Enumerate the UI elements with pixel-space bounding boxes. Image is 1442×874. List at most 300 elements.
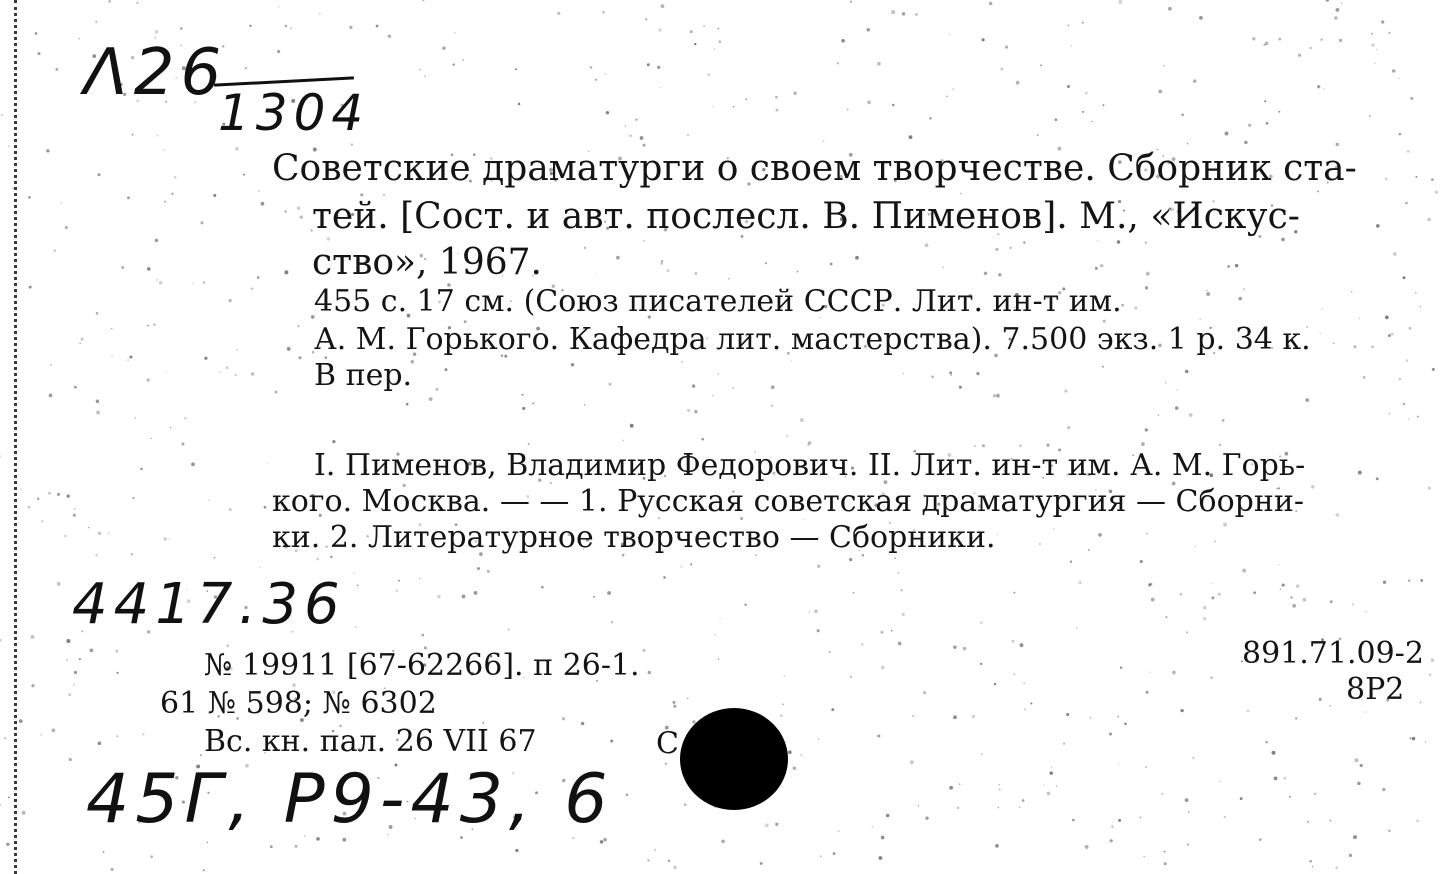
speckle-dot <box>595 274 596 275</box>
speckle-dot <box>1416 819 1419 822</box>
speckle-dot <box>1351 291 1352 292</box>
speckle-dot <box>249 25 251 27</box>
speckle-dot <box>923 691 926 694</box>
speckle-dot <box>116 735 118 737</box>
speckle-dot <box>981 753 983 755</box>
speckle-dot <box>1145 242 1147 244</box>
speckle-dot <box>557 12 560 15</box>
speckle-dot <box>793 92 796 95</box>
speckle-dot <box>424 75 425 76</box>
tracings-line-1: I. Пименов, Владимир Федорович. II. Лит. ин-т им. А. М. Горь- <box>314 448 1306 483</box>
speckle-dot <box>1399 133 1402 136</box>
speckle-dot <box>155 239 159 243</box>
speckle-dot <box>1023 241 1025 243</box>
speckle-dot <box>1206 290 1208 292</box>
speckle-dot <box>396 589 399 592</box>
speckle-dot <box>1211 583 1212 584</box>
speckle-dot <box>1409 327 1412 330</box>
speckle-dot <box>398 580 400 582</box>
speckle-dot <box>1141 442 1145 446</box>
classification-code: 8Р2 <box>1346 672 1405 707</box>
speckle-dot <box>771 405 774 408</box>
speckle-dot <box>214 557 216 559</box>
speckle-dot <box>1311 485 1315 489</box>
speckle-dot <box>782 703 784 705</box>
speckle-dot <box>625 125 626 126</box>
speckle-dot <box>993 394 996 397</box>
speckle-dot <box>35 32 38 35</box>
speckle-dot <box>866 28 870 32</box>
speckle-dot <box>150 855 153 858</box>
speckle-dot <box>234 374 236 376</box>
speckle-dot <box>1161 793 1163 795</box>
speckle-dot <box>204 357 207 360</box>
speckle-dot <box>673 701 676 704</box>
speckle-dot <box>635 118 638 121</box>
speckle-dot <box>1206 292 1210 296</box>
speckle-dot <box>73 514 76 517</box>
speckle-dot <box>507 628 510 631</box>
speckle-dot <box>1066 713 1069 716</box>
speckle-dot <box>1175 406 1178 409</box>
speckle-dot <box>721 839 725 843</box>
speckle-dot <box>1 114 3 116</box>
speckle-dot <box>718 658 720 660</box>
speckle-dot <box>1223 523 1227 527</box>
speckle-dot <box>1247 710 1249 712</box>
speckle-dot <box>1336 143 1339 146</box>
speckle-dot <box>274 391 277 394</box>
speckle-dot <box>131 553 133 555</box>
speckle-dot <box>522 407 525 410</box>
speckle-dot <box>1363 376 1366 379</box>
speckle-dot <box>1090 717 1091 718</box>
speckle-dot <box>1067 85 1070 88</box>
speckle-dot <box>20 489 21 490</box>
classification-number: 891.71.09-2 <box>1242 636 1424 671</box>
speckle-dot <box>298 356 301 359</box>
speckle-dot <box>1143 856 1144 857</box>
speckle-dot <box>982 38 985 41</box>
speckle-dot <box>351 143 353 145</box>
speckle-dot <box>607 591 611 595</box>
speckle-dot <box>1072 819 1075 822</box>
speckle-dot <box>1252 37 1255 40</box>
speckle-dot <box>68 693 71 696</box>
speckle-dot <box>744 604 747 607</box>
speckle-dot <box>79 658 81 660</box>
speckle-dot <box>746 98 748 100</box>
speckle-dot <box>182 443 185 446</box>
speckle-dot <box>1365 711 1366 712</box>
speckle-dot <box>1163 65 1165 67</box>
speckle-dot <box>830 263 833 266</box>
speckle-dot <box>259 567 260 568</box>
speckle-dot <box>800 754 802 756</box>
speckle-dot <box>668 860 670 862</box>
speckle-dot <box>1284 777 1286 779</box>
speckle-dot <box>1320 39 1322 41</box>
speckle-dot <box>74 386 77 389</box>
speckle-dot <box>8 145 9 146</box>
speckle-dot <box>818 738 820 740</box>
speckle-dot <box>643 649 646 652</box>
speckle-dot <box>1085 845 1089 849</box>
speckle-dot <box>90 649 94 653</box>
speckle-dot <box>892 104 895 107</box>
speckle-dot <box>1222 419 1225 422</box>
speckle-dot <box>690 563 692 565</box>
speckle-dot <box>1181 114 1184 117</box>
speckle-dot <box>171 193 173 195</box>
speckle-dot <box>1064 390 1067 393</box>
speckle-dot <box>925 243 929 247</box>
speckle-dot <box>227 645 229 647</box>
speckle-dot <box>1272 751 1276 755</box>
speckle-dot <box>1068 25 1070 27</box>
speckle-dot <box>643 240 645 242</box>
speckle-dot <box>898 642 902 646</box>
speckle-dot <box>300 215 303 218</box>
speckle-dot <box>298 325 300 327</box>
speckle-dot <box>972 715 976 719</box>
speckle-dot <box>1070 561 1072 563</box>
speckle-dot <box>823 140 825 142</box>
speckle-dot <box>878 856 882 860</box>
speckle-dot <box>1435 191 1438 194</box>
speckle-dot <box>1219 781 1220 782</box>
speckle-dot <box>1111 825 1114 828</box>
speckle-dot <box>703 25 705 27</box>
speckle-dot <box>1030 702 1032 704</box>
handwritten-number: 1304 <box>218 84 370 142</box>
speckle-dot <box>886 814 890 818</box>
speckle-dot <box>64 535 66 537</box>
handwritten-class-number: 4417.36 <box>72 572 346 637</box>
speckle-dot <box>814 610 818 614</box>
speckle-dot <box>1376 224 1380 228</box>
speckle-dot <box>474 591 478 595</box>
speckle-dot <box>581 722 584 725</box>
speckle-dot <box>728 278 730 280</box>
speckle-dot <box>1266 122 1269 125</box>
speckle-dot <box>894 557 896 559</box>
speckle-dot <box>357 584 359 586</box>
speckle-dot <box>797 271 799 273</box>
speckle-dot <box>528 443 530 445</box>
speckle-dot <box>1322 308 1324 310</box>
speckle-dot <box>584 247 586 249</box>
speckle-dot <box>46 149 49 152</box>
speckle-dot <box>0 455 1 456</box>
speckle-dot <box>719 618 720 619</box>
speckle-dot <box>1168 7 1172 11</box>
speckle-dot <box>1238 297 1242 301</box>
speckle-dot <box>1428 487 1431 490</box>
speckle-dot <box>1117 716 1119 718</box>
speckle-dot <box>1392 69 1395 72</box>
speckle-dot <box>1098 533 1102 537</box>
speckle-dot <box>258 190 260 192</box>
speckle-dot <box>1371 33 1373 35</box>
speckle-dot <box>41 520 43 522</box>
speckle-dot <box>953 645 956 648</box>
speckle-dot <box>861 643 863 645</box>
speckle-dot <box>522 394 524 396</box>
tracings-line-3: ки. 2. Литературное творчество — Сборники. <box>272 520 996 555</box>
speckle-dot <box>532 402 534 404</box>
speckle-dot <box>881 836 885 840</box>
speckle-dot <box>918 805 919 806</box>
speckle-dot <box>1335 8 1339 12</box>
speckle-dot <box>1188 811 1190 813</box>
speckle-dot <box>1199 16 1203 20</box>
speckle-dot <box>661 4 665 8</box>
speckle-dot <box>57 493 60 496</box>
speckle-dot <box>297 206 300 209</box>
speckle-dot <box>140 468 142 470</box>
speckle-dot <box>1037 134 1039 136</box>
speckle-dot <box>949 371 952 374</box>
speckle-dot <box>989 2 993 6</box>
speckle-dot <box>694 272 697 275</box>
speckle-dot <box>1355 758 1359 762</box>
speckle-dot <box>775 96 778 99</box>
speckle-dot <box>1335 866 1338 869</box>
speckle-dot <box>207 842 208 843</box>
ink-stamp-blot <box>680 708 788 810</box>
speckle-dot <box>847 108 849 110</box>
speckle-dot <box>1431 659 1434 662</box>
handwritten-inventory-mark: 45Г, Р9-43, 6 <box>86 760 614 839</box>
speckle-dot <box>98 741 102 745</box>
speckle-dot <box>1009 247 1011 249</box>
speckle-dot <box>1329 705 1331 707</box>
speckle-dot <box>1242 569 1246 573</box>
speckle-dot <box>665 763 667 765</box>
speckle-dot <box>1097 240 1098 241</box>
speckle-dot <box>132 134 134 136</box>
speckle-dot <box>719 40 722 43</box>
speckle-dot <box>1146 691 1149 694</box>
speckle-dot <box>902 12 905 15</box>
speckle-dot <box>643 144 646 147</box>
speckle-dot <box>1382 788 1385 791</box>
speckle-dot <box>1376 49 1377 50</box>
speckle-dot <box>1047 792 1051 796</box>
speckle-dot <box>1264 100 1266 102</box>
speckle-dot <box>37 498 40 501</box>
speckle-dot <box>681 361 683 363</box>
speckle-dot <box>1432 368 1435 371</box>
speckle-dot <box>98 173 101 176</box>
speckle-dot <box>453 63 455 65</box>
speckle-dot <box>648 671 651 674</box>
speckle-dot <box>1408 418 1410 420</box>
speckle-dot <box>838 830 840 832</box>
description-line-3: В пер. <box>314 358 413 393</box>
speckle-dot <box>1076 627 1078 629</box>
speckle-dot <box>959 386 962 389</box>
speckle-dot <box>1278 38 1281 41</box>
catalog-numbers: 61 № 598; № 6302 <box>160 686 437 721</box>
speckle-dot <box>1145 766 1147 768</box>
speckle-dot <box>1317 191 1319 193</box>
speckle-dot <box>708 73 711 76</box>
speckle-dot <box>1146 533 1148 535</box>
speckle-dot <box>647 63 650 66</box>
speckle-dot <box>1022 799 1025 802</box>
title-line-1: Советские драматурги о своем творчестве. Сборник ста- <box>272 148 1357 189</box>
speckle-dot <box>295 845 298 848</box>
speckle-dot <box>1055 118 1058 121</box>
speckle-dot <box>349 26 352 29</box>
speckle-dot <box>1109 732 1112 735</box>
speckle-dot <box>127 359 128 360</box>
speckle-dot <box>1185 798 1189 802</box>
speckle-dot <box>687 698 689 700</box>
speckle-dot <box>1429 673 1432 676</box>
speckle-dot <box>949 786 953 790</box>
speckle-dot <box>784 675 786 677</box>
speckle-dot <box>673 866 676 869</box>
speckle-dot <box>1385 178 1388 181</box>
speckle-dot <box>791 360 792 361</box>
speckle-dot <box>1248 124 1251 127</box>
speckle-dot <box>57 582 61 586</box>
speckle-dot <box>1100 264 1103 267</box>
speckle-dot <box>1420 702 1422 704</box>
speckle-dot <box>184 417 187 420</box>
speckle-dot <box>1369 115 1371 117</box>
speckle-dot <box>980 621 982 623</box>
speckle-dot <box>103 851 105 853</box>
speckle-dot <box>841 39 845 43</box>
speckle-dot <box>79 343 80 344</box>
speckle-dot <box>1082 111 1084 113</box>
speckle-dot <box>1353 345 1356 348</box>
speckle-dot <box>855 256 859 260</box>
speckle-dot <box>251 288 253 290</box>
speckle-dot <box>192 283 193 284</box>
speckle-dot <box>419 69 421 71</box>
speckle-dot <box>1357 782 1361 786</box>
speckle-dot <box>1185 370 1189 374</box>
speckle-dot <box>96 410 100 414</box>
speckle-dot <box>4 737 6 739</box>
speckle-dot <box>270 845 273 848</box>
speckle-dot <box>775 823 778 826</box>
speckle-dot <box>1317 85 1320 88</box>
speckle-dot <box>1330 600 1333 603</box>
speckle-dot <box>132 497 134 499</box>
speckle-dot <box>593 596 595 598</box>
speckle-dot <box>1227 265 1229 267</box>
speckle-dot <box>1016 81 1020 85</box>
speckle-dot <box>1389 413 1390 414</box>
description-line-1: 455 с. 17 см. (Союз писателей СССР. Лит. ин-т им. <box>314 284 1122 319</box>
speckle-dot <box>999 788 1001 790</box>
speckle-dot <box>111 355 113 357</box>
speckle-dot <box>1005 46 1008 49</box>
speckle-dot <box>1118 763 1119 764</box>
speckle-dot <box>950 374 951 375</box>
speckle-dot <box>1091 121 1092 122</box>
speckle-dot <box>1039 543 1041 545</box>
speckle-dot <box>115 650 118 653</box>
speckle-dot <box>422 634 425 637</box>
speckle-dot <box>1309 860 1311 862</box>
speckle-dot <box>462 594 466 598</box>
speckle-dot <box>1374 63 1376 65</box>
speckle-dot <box>245 67 247 69</box>
speckle-dot <box>1179 593 1181 595</box>
speckle-dot <box>608 383 611 386</box>
speckle-dot <box>1082 22 1084 24</box>
speckle-dot <box>1193 757 1195 759</box>
speckle-dot <box>995 844 999 848</box>
speckle-dot <box>1053 528 1054 529</box>
speckle-dot <box>519 102 520 103</box>
speckle-dot <box>287 347 291 351</box>
speckle-dot <box>0 639 2 641</box>
speckle-dot <box>1063 743 1065 745</box>
speckle-dot <box>1388 32 1390 34</box>
speckle-dot <box>1134 306 1137 309</box>
speckle-dot <box>1349 854 1352 857</box>
speckle-dot <box>853 592 854 593</box>
speckle-dot <box>1149 672 1150 673</box>
speckle-dot <box>1102 366 1104 368</box>
speckle-dot <box>898 572 899 573</box>
speckle-dot <box>111 868 114 871</box>
speckle-dot <box>143 733 145 735</box>
speckle-dot <box>1376 477 1379 480</box>
speckle-dot <box>28 196 30 198</box>
speckle-dot <box>1210 677 1212 679</box>
speckle-dot <box>771 385 775 389</box>
speckle-dot <box>163 537 166 540</box>
speckle-dot <box>1071 45 1072 46</box>
speckle-dot <box>996 394 1000 398</box>
speckle-dot <box>626 794 628 796</box>
speckle-dot <box>1150 583 1153 586</box>
speckle-dot <box>817 629 820 632</box>
speckle-dot <box>1140 817 1142 819</box>
speckle-dot <box>780 714 782 716</box>
speckle-dot <box>1013 673 1015 675</box>
speckle-dot <box>1406 359 1409 362</box>
speckle-dot <box>1020 643 1024 647</box>
speckle-dot <box>284 270 288 274</box>
speckle-dot <box>606 111 609 114</box>
speckle-dot <box>435 388 438 391</box>
speckle-dot <box>1047 444 1050 447</box>
speckle-dot <box>355 626 357 628</box>
speckle-dot <box>692 384 695 387</box>
speckle-dot <box>266 462 267 463</box>
speckle-dot <box>1265 42 1269 46</box>
speckle-dot <box>1040 64 1042 66</box>
speckle-dot <box>949 34 950 35</box>
speckle-dot <box>600 840 604 844</box>
speckle-dot <box>157 135 159 137</box>
speckle-dot <box>1265 741 1267 743</box>
speckle-dot <box>203 869 205 871</box>
speckle-dot <box>667 269 670 272</box>
speckle-dot <box>74 671 77 674</box>
speckle-dot <box>1164 862 1167 865</box>
